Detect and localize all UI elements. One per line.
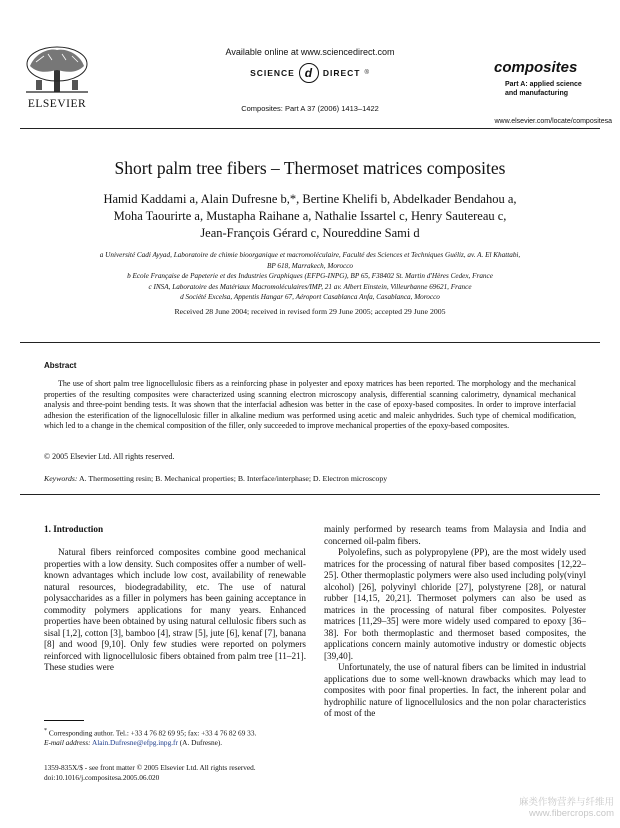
- journal-subtitle: [505, 80, 600, 98]
- email-link[interactable]: Alain.Dufresne@efpg.inpg.fr: [91, 737, 178, 747]
- left-column: [44, 547, 306, 674]
- abstract-heading: Abstract: [44, 361, 77, 370]
- sd-circle-icon: d: [299, 63, 319, 83]
- email-label: E-mail address:: [44, 737, 91, 747]
- section-heading-introduction: 1. Introduction: [44, 524, 104, 534]
- watermark-line1: 麻类作物营养与纤维用: [518, 797, 614, 808]
- affiliation-a-cont: BP 618, Marrakech, Morocco: [266, 261, 354, 270]
- keywords: [44, 474, 576, 483]
- elsevier-tree-logo: [22, 44, 92, 96]
- authors-line-1: Hamid Kaddami a, Alain Dufresne b,*, Bertine Khelifi b, Abdelkader Bendahou a,: [103, 192, 517, 206]
- abstract-bottom-rule: [20, 494, 600, 495]
- received-dates: Received 28 June 2004; received in revised form 29 June 2005; accepted 29 June 2005: [174, 307, 446, 316]
- email-tail: (A. Dufresne).: [179, 737, 223, 747]
- corresponding-author-footnote: [44, 727, 306, 747]
- abstract-copyright: © 2005 Elsevier Ltd. All rights reserved.: [44, 452, 175, 461]
- doi-line[interactable]: doi:10.1016/j.compositesa.2005.06.020: [44, 772, 160, 782]
- author-list: [40, 191, 580, 242]
- watermark-line2: www.fibercrops.com: [529, 808, 614, 819]
- right-column: [324, 524, 586, 720]
- footnote-mark: *: [44, 728, 48, 734]
- abstract-body: The use of short palm tree lignocellulosic fibers as a reinforcing phase in polyester and epoxy matrices has been reported. The morphology and the mechanical properties of the resulting composites were characterized using scanning electron microscopy analysis, differential scanning calorimetry, dynamical mechanical analysis and three-point bending tests. It was shown that the interfacial adhesion was better in the case of epoxy-based composites. In order to improve interfacial adhesion the esterification of the lignocellulosic filler in alkaline medium was performed using acetic and maleic anhydrides. Such type of chemical modification, which led to a change in the chemical composition of the filler, only succeeded to improve mechanical properties of the epoxy-based composites.: [44, 379, 576, 431]
- intro-paragraph-1-cont: mainly performed by research teams from Malaysia and India and concerned oil-palm fibers.: [324, 524, 586, 546]
- site-watermark: [474, 797, 614, 819]
- sd-right-text: DIRECT: [322, 68, 361, 78]
- authors-line-2: Moha Taourirte a, Mustapha Raihane a, Nathalie Issartel c, Henry Sautereau c,: [113, 209, 507, 223]
- issn-line: 1359-835X/$ - see front matter © 2005 Elsevier Ltd. All rights reserved.: [44, 763, 256, 772]
- affiliations: [40, 250, 580, 303]
- keywords-list: A. Thermosetting resin; B. Mechanical properties; B. Interface/interphase; D. Electron microscopy: [79, 474, 388, 483]
- journal-citation: Composites: Part A 37 (2006) 1413–1422: [241, 104, 379, 113]
- article-title: Short palm tree fibers – Thermoset matrices composites: [114, 158, 506, 178]
- journal-subtitle-line2: and manufacturing: [505, 90, 569, 97]
- journal-url: www.elsevier.com/locate/compositesa: [494, 118, 612, 125]
- available-online-text: Available online at www.sciencedirect.com: [225, 47, 395, 57]
- header-rule: [20, 128, 600, 129]
- sciencedirect-logo: [248, 62, 372, 84]
- publisher-name: ELSEVIER: [27, 98, 87, 110]
- intro-paragraph-1: Natural fibers reinforced composites combine good mechanical properties with a low density. Such composites offer a number of well-known advantages which include low cost, availability of renewable natural resources, biodegradability, etc. The use of natural polysaccharides as a filler in polymers has been gaining acceptance in commodity polymers applications for many years. Enhanced properties have been obtained by using natural cellulosic fibers such as sisal [1,2], cotton [3], bamboo [4], straw [5], jute [6], kenaf [7], banana [8] and wood [9,10]. Only few studies were reported on polymers reinforced with lignocellulosic fibers obtained from palm tree [11–21]. These studies were: [44, 547, 306, 672]
- affiliation-d: d Société Excelsa, Appentis Hangar 67, Aéroport Casablanca Anfa, Casablanca, Morocco: [180, 293, 440, 301]
- intro-paragraph-3: Unfortunately, the use of natural fibers can be limited in industrial applications due to some well-known drawbacks which may lead to composites with poor final properties. In fact, the inherent polar and hydrophilic nature of lignocellulosics and the non polar characteristics of most of the: [324, 662, 586, 718]
- abstract-top-rule: [20, 342, 600, 343]
- issn-doi-block: [44, 763, 344, 782]
- keywords-label: Keywords:: [44, 474, 78, 483]
- footnote-rule: [44, 720, 84, 721]
- affiliation-c: c INSA, Laboratoire des Matériaux Macromoléculaires/IMP, 21 av. Albert Einstein, Villeurbanne 69621, France: [148, 282, 472, 291]
- authors-line-3: Jean-François Gérard c, Noureddine Sami d: [200, 226, 420, 240]
- journal-subtitle-line1: Part A: applied science: [505, 81, 582, 88]
- footnote-contact: Corresponding author. Tel.: +33 4 76 82 69 95; fax: +33 4 76 82 69 33.: [48, 728, 257, 738]
- sd-registered-mark: ®: [364, 70, 370, 76]
- affiliation-a: a Université Cadi Ayyad, Laboratoire de chimie bioorganique et macromoléculaire, Faculté des Sciences et Techniques Guéliz, av. A. El Khattabi,: [99, 251, 521, 259]
- sd-left-text: SCIENCE: [250, 68, 295, 78]
- journal-name: composites: [494, 59, 578, 76]
- intro-paragraph-2: Polyolefins, such as polypropylene (PP), are the most widely used matrices for the processing of natural fiber based composites [12,22–25]. Other thermoplastic polymers were also used including poly(vinyl alcohol) [26], polyvinyl chloride [27], polystyrene [28], or natural rubber [14,15, 20,21]. Thermoset polymers can also be used as matrices in the processing of natural fiber composites. Polyester matrices [11,29–35] were more widely used compared to epoxy [36–38]. For both thermoplastic and thermoset based composites, the applications concern mainly automotive industry or domestic objects [39,40].: [324, 547, 586, 661]
- affiliation-b: b Ecole Française de Papeterie et des Industries Graphiques (EFPG-INPG), BP 65, F38402 St. Martin d'Hères Cedex, France: [127, 272, 493, 280]
